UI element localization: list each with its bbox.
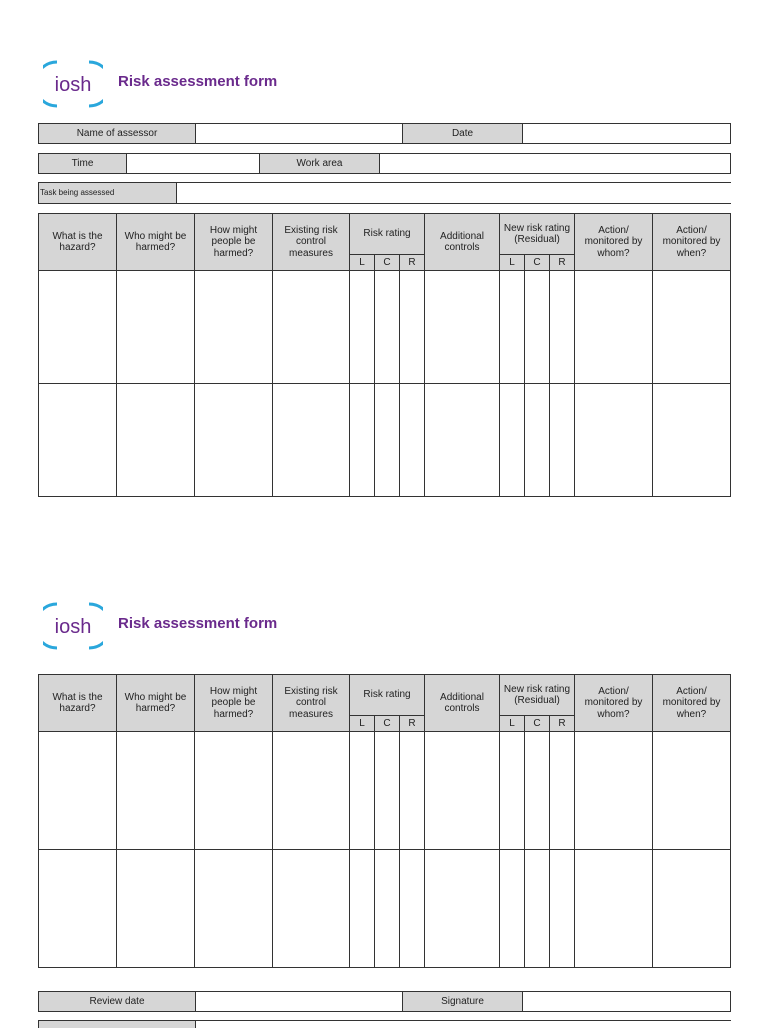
header-likelihood: L [349,715,375,732]
cell-existing-controls[interactable] [272,849,350,968]
cell-additional-controls[interactable] [424,849,500,968]
header-action-when: Action/ monitored by when? [652,674,731,732]
iosh-logo [43,600,103,652]
task-being-assessed-label: Task being assessed [38,182,177,203]
cell-hazard[interactable] [38,383,117,497]
cell-rating[interactable] [399,270,425,384]
header-consequence: C [524,715,550,732]
cell-consequence[interactable] [374,270,400,384]
cell-existing-controls[interactable] [272,383,350,497]
header-who-harmed: Who might be harmed? [116,674,195,732]
cell-action-when[interactable] [652,383,731,497]
cell-action-whom[interactable] [574,731,653,850]
header-hazard: What is the hazard? [38,674,117,732]
work-area-label: Work area [259,153,380,174]
cell-additional-controls[interactable] [424,383,500,497]
time-label: Time [38,153,127,174]
time-field[interactable] [126,153,260,174]
work-area-field[interactable] [379,153,731,174]
cell-hazard[interactable] [38,849,117,968]
cell-consequence[interactable] [374,383,400,497]
cell-new-likelihood[interactable] [499,270,525,384]
cell-hazard[interactable] [38,270,117,384]
date-field[interactable] [522,123,731,144]
cell-new-likelihood[interactable] [499,383,525,497]
cell-rating[interactable] [399,849,425,968]
cell-action-whom[interactable] [574,849,653,968]
iosh-logo [43,58,103,110]
header-how-harmed: How might people be harmed? [194,674,273,732]
header-rating: R [399,715,425,732]
cell-likelihood[interactable] [349,849,375,968]
cell-action-when[interactable] [652,270,731,384]
rule [195,1020,731,1021]
table-row [38,849,731,968]
header-consequence: C [374,715,400,732]
cell-new-consequence[interactable] [524,731,550,850]
signature-label: Signature [402,991,523,1012]
cell-action-when[interactable] [652,849,731,968]
name-of-assessor-label: Name of assessor [38,123,196,144]
header-rating: R [399,254,425,271]
header-consequence: C [524,254,550,271]
table-row [38,731,731,850]
next-row-label [38,1020,196,1028]
cell-who-harmed[interactable] [116,849,195,968]
cell-new-likelihood[interactable] [499,849,525,968]
cell-who-harmed[interactable] [116,731,195,850]
date-label: Date [402,123,523,144]
cell-likelihood[interactable] [349,731,375,850]
cell-new-rating[interactable] [549,731,575,850]
header-rating: R [549,715,575,732]
review-date-field[interactable] [195,991,403,1012]
cell-likelihood[interactable] [349,270,375,384]
form-title: Risk assessment form [118,615,278,632]
cell-who-harmed[interactable] [116,270,195,384]
rule [38,203,731,204]
header-new-risk-rating: New risk rating (Residual) [499,674,575,716]
cell-additional-controls[interactable] [424,270,500,384]
header-additional-controls: Additional controls [424,674,500,732]
header-existing-controls: Existing risk control measures [272,213,350,271]
header-consequence: C [374,254,400,271]
header-how-harmed: How might people be harmed? [194,213,273,271]
header-risk-rating: Risk rating [349,674,425,716]
svg-text:iosh: iosh [54,74,92,96]
cell-how-harmed[interactable] [194,731,273,850]
cell-who-harmed[interactable] [116,383,195,497]
cell-how-harmed[interactable] [194,383,273,497]
form-title: Risk assessment form [118,73,278,90]
signature-field[interactable] [522,991,731,1012]
header-action-when: Action/ monitored by when? [652,213,731,271]
header-existing-controls: Existing risk control measures [272,674,350,732]
header-rating: R [549,254,575,271]
cell-how-harmed[interactable] [194,270,273,384]
risk-table [38,674,731,968]
header-additional-controls: Additional controls [424,213,500,271]
header-action-whom: Action/ monitored by whom? [574,674,653,732]
review-date-label: Review date [38,991,196,1012]
table-row [38,383,731,497]
cell-new-consequence[interactable] [524,383,550,497]
name-of-assessor-field[interactable] [195,123,403,144]
cell-consequence[interactable] [374,731,400,850]
cell-existing-controls[interactable] [272,731,350,850]
cell-action-whom[interactable] [574,383,653,497]
cell-new-rating[interactable] [549,849,575,968]
cell-new-rating[interactable] [549,270,575,384]
cell-likelihood[interactable] [349,383,375,497]
header-likelihood: L [499,715,525,732]
header-action-whom: Action/ monitored by whom? [574,213,653,271]
header-likelihood: L [349,254,375,271]
cell-new-consequence[interactable] [524,270,550,384]
risk-table [38,213,731,497]
cell-additional-controls[interactable] [424,731,500,850]
header-hazard: What is the hazard? [38,213,117,271]
cell-rating[interactable] [399,383,425,497]
header-risk-rating: Risk rating [349,213,425,255]
header-new-risk-rating: New risk rating (Residual) [499,213,575,255]
table-row [38,270,731,384]
task-being-assessed-field[interactable] [176,183,731,203]
cell-action-when[interactable] [652,731,731,850]
cell-existing-controls[interactable] [272,270,350,384]
cell-consequence[interactable] [374,849,400,968]
header-likelihood: L [499,254,525,271]
header-who-harmed: Who might be harmed? [116,213,195,271]
cell-rating[interactable] [399,731,425,850]
cell-new-rating[interactable] [549,383,575,497]
cell-new-likelihood[interactable] [499,731,525,850]
cell-hazard[interactable] [38,731,117,850]
cell-how-harmed[interactable] [194,849,273,968]
cell-action-whom[interactable] [574,270,653,384]
cell-new-consequence[interactable] [524,849,550,968]
svg-text:iosh: iosh [54,616,92,638]
